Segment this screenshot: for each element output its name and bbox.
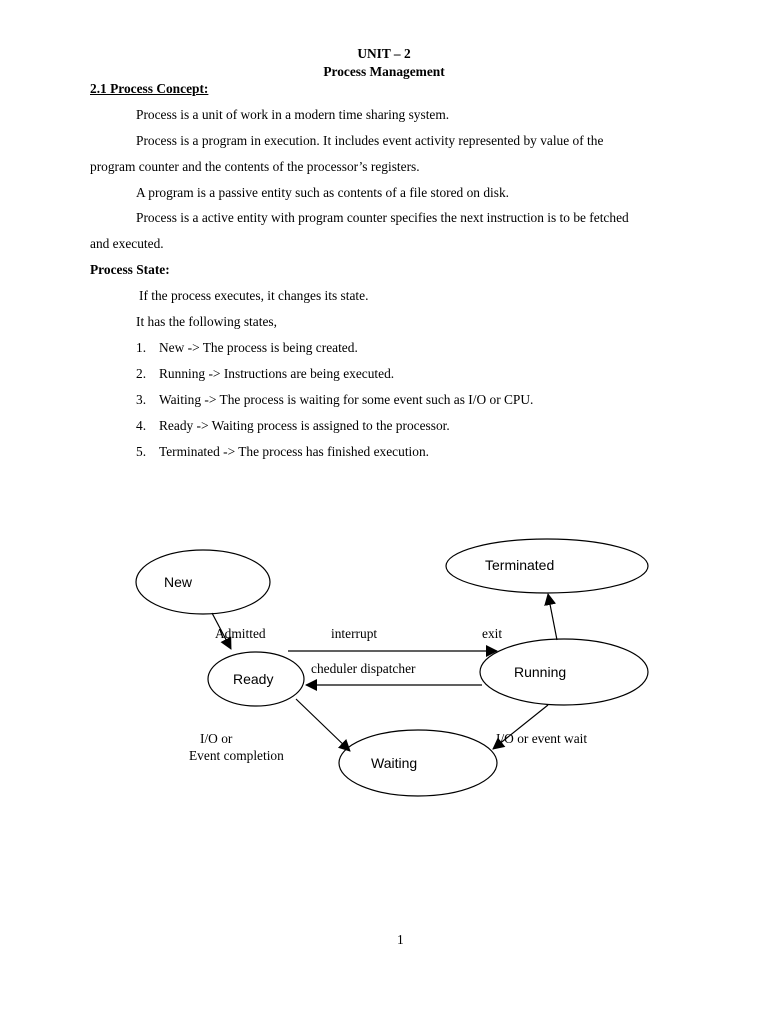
edge-label-exit: exit — [482, 626, 503, 641]
section-heading-process-state: Process State: — [90, 262, 170, 277]
section-heading-process-concept: 2.1 Process Concept: — [90, 81, 209, 96]
list-item: 1. New -> The process is being created. — [136, 340, 358, 355]
node-label-new: New — [164, 574, 193, 590]
edge-io-completion — [296, 699, 350, 751]
paragraph-1: Process is a unit of work in a modern time sharing system. — [136, 107, 450, 122]
node-label-ready: Ready — [233, 671, 274, 687]
edge-label-io-completion-1: I/O or — [200, 731, 233, 746]
list-item: 3. Waiting -> The process is waiting for some event such as I/O or CPU. — [136, 392, 534, 407]
state-intro-1: If the process executes, it changes its state. — [139, 288, 369, 303]
edge-label-scheduler: cheduler dispatcher — [311, 661, 416, 676]
node-label-waiting: Waiting — [371, 755, 418, 771]
unit-title: UNIT – 2 — [357, 46, 411, 61]
page-title: Process Management — [323, 64, 445, 79]
edge-label-interrupt: interrupt — [331, 626, 378, 641]
paragraph-2-line-1: Process is a program in execution. It includes event activity represented by value of the — [136, 133, 604, 148]
list-item: 4. Ready -> Waiting process is assigned to the processor. — [136, 418, 450, 433]
paragraph-2-line-2: program counter and the contents of the processor’s registers. — [90, 159, 420, 174]
node-label-terminated: Terminated — [485, 557, 555, 573]
state-intro-2: It has the following states, — [136, 314, 277, 329]
edge-label-admitted: Admitted — [215, 626, 266, 641]
paragraph-4-line-2: and executed. — [90, 236, 164, 251]
list-item: 2. Running -> Instructions are being executed. — [136, 366, 395, 381]
paragraph-3: A program is a passive entity such as contents of a file stored on disk. — [136, 185, 510, 200]
list-item: 5. Terminated -> The process has finished execution. — [136, 444, 430, 459]
page-number: 1 — [397, 932, 404, 947]
edge-label-io-completion-2: Event completion — [189, 748, 284, 763]
node-waiting — [339, 730, 497, 796]
node-label-running: Running — [514, 664, 567, 680]
edge-exit — [548, 594, 557, 640]
edge-label-io-wait: I/O or event wait — [496, 731, 588, 746]
node-new — [136, 550, 270, 614]
paragraph-4-line-1: Process is a active entity with program counter specifies the next instruction is to be fetched — [136, 210, 629, 225]
